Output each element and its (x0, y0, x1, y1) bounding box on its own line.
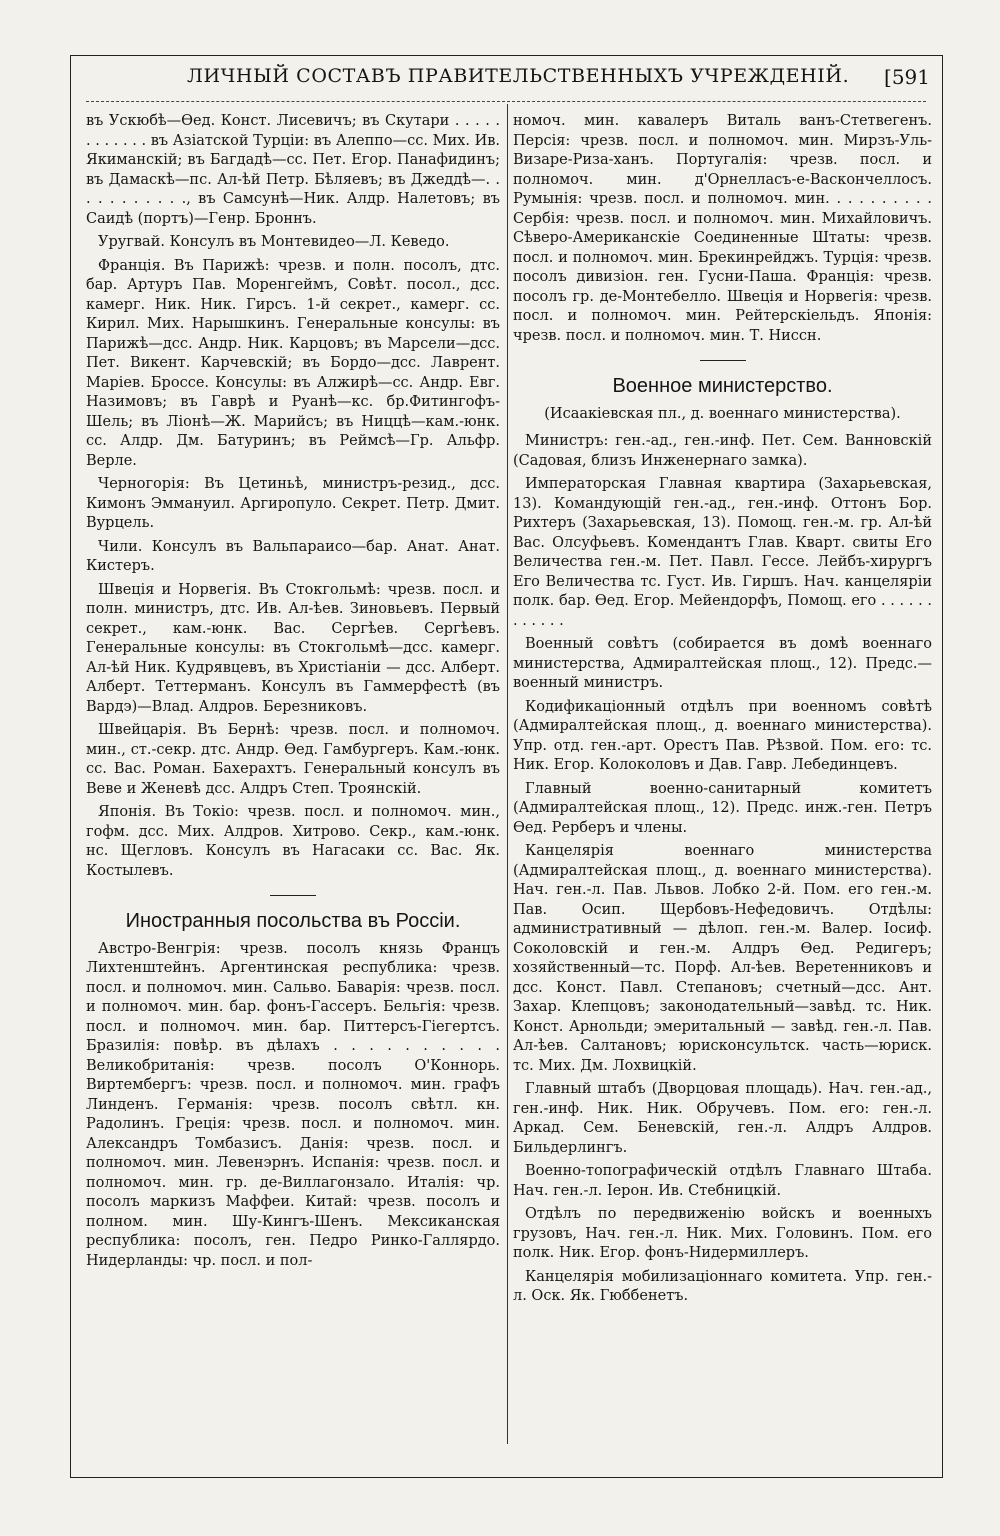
paragraph: Канцелярія военнаго министерства (Адмиралтейская площ., д. военнаго министерства). Нач. ген.-л. Пав. Львов. Лобко 2-й. Пом. его ген.-м. Пав. Осип. Щербовъ-Нефедовичъ. Отдѣлы: административный — дѣлоп. ген.-м. Валер. Іосиф. Соколовскій и ген.-м. Алдръ Өед. Редигеръ; хозяйственный—тс. Порф. Ал-ѣев. Веретенниковъ и дсс. Конст. Павл. Степановъ; счетный—дсс. Ант. Захар. Клепцовъ; законодательный—завѣд. тс. Ник. Конст. Арнольди; эмеритальный — завѣд. ген.-л. Пав. Ал-ѣев. Салтановъ; юрисконсультск. часть—юриск. тс. Мих. Дм. Лохвицкій. (513, 843, 932, 1074)
paragraph: Австро-Венгрія: чрезв. посолъ князь Францъ Лихтенштейнъ. Аргентинская республика: чрезв. посл. и полномоч. мин. Сальво. Баварія: чрезв. посл. и полномоч. мин. бар. фонъ-Гассеръ. Бельгія: чрезв. посл. и полномоч. мин. бар. Питтерсъ-Гіегертсъ. Бразилія: повѣр. въ дѣлахъ . . . . . . . . . . Великобританія: чрезв. посолъ О'Коннорь. Виртембергъ: чрезв. посл. и полномоч. мин. графъ Линденъ. Германія: чрезв. посолъ свѣтл. кн. Радолинъ. Греція: чрезв. посл. и полномоч. мин. Александръ Томбазисъ. Данія: чрезв. посл. и полномоч. мин. Левенэрнъ. Испанія: чрезв. посл. и полномоч. мин. гр. де-Виллагонзало. Италія: чр. посолъ маркизъ Маффеи. Китай: чрезв. посолъ и полном. мин. Шу-Кингъ-Шенъ. Мексиканская республика: посолъ, ген. Педро Ринко-Галлярдо. Нидерланды: чр. посл. и пол- (86, 940, 500, 1269)
paragraph: Министръ: ген.-ад., ген.-инф. Пет. Сем. Ванновскій (Садовая, близъ Инженернаго замка). (513, 433, 932, 469)
paragraph: Франція. Въ Парижѣ: чрезв. и полн. посолъ, дтс. бар. Артуръ Пав. Моренгеймъ, Совѣт. посол., дсс. камерг. Ник. Ник. Гирсъ. 1-й секрет., камерг. сс. Кирил. Мих. Нарышкинъ. Генеральные консулы: въ Парижѣ—дсс. Андр. Ник. Карцовъ; въ Марсели—дсс. Пет. Викент. Карчевскій; въ Бордо—дсс. Лаврент. Маріев. Броссе. Консулы: въ Алжирѣ—сс. Андр. Евг. Назимовъ; въ Гаврѣ и Руанѣ—кс. бр.Фитингофъ-Шель; въ Ліонѣ—Ж. Марийсъ; въ Ниццѣ—кам.-юнк. сс. Алдр. Дм. Батуринъ; въ Реймсѣ—Гр. Альфр. Верле. (86, 257, 500, 469)
paragraph: Чили. Консулъ въ Вальпараисо—бар. Анат. Анат. Кистеръ. (86, 538, 500, 574)
paragraph: номоч. мин. кавалеръ Виталь ванъ-Стетвегенъ. Персія: чрезв. посл. и полномоч. мин. Мирзъ-Уль-Визаре-Риза-ханъ. Португалія: чрезв. посл. и полномоч. мин. д'Орнелласъ-е-Васкончеллосъ. Румынія: чрезв. посл. и полномоч. мин. . . . . . . . . . Сербія: чрезв. посл. и полномоч. мин. Михайловичъ. Сѣверо-Американскіе Соединенные Штаты: чрезв. посл. и полномоч. мин. Брекинрейджъ. Турція: чрезв. посолъ дивизіон. ген. Гусни-Паша. Франція: чрезв. посолъ гр. де-Монтебелло. Швеція и Норвегія: чрезв. посл. и полномоч. мин. Рейтерскіельдъ. Японія: чрезв. посл. и полномоч. мин. Т. Ниссн. (513, 113, 932, 344)
paragraph: Императорская Главная квартира (Захарьевская, 13). Командующій ген.-ад., ген.-инф. Оттонъ Бор. Рихтеръ (Захарьевская, 13). Помощ. ген.-м. гр. Ал-ѣй Вас. Олсуфьевъ. Комендантъ Глав. Кварт. свиты Его Величества ген.-м. Пет. Павл. Гессе. Лейбъ-хирургъ Его Величества тс. Густ. Ив. Гиршъ. Нач. канцеляріи полк. бар. Өед. Егор. Мейендорфъ, Помощ. его . . . . . . . . . . . . (513, 476, 932, 629)
header-rule (86, 101, 926, 102)
section-rule (270, 895, 316, 896)
paragraph: Главный штабъ (Дворцовая площадь). Нач. ген.-ад., ген.-инф. Ник. Ник. Обручевъ. Пом. его: ген.-л. Аркад. Сем. Беневскій, ген.-л. Алдръ Алдров. Бильдерлингъ. (513, 1081, 932, 1156)
paragraph: Военно-топографическій отдѣлъ Главнаго Штаба. Нач. ген.-л. Іерон. Ив. Стебницкій. (513, 1163, 932, 1199)
running-title: ЛИЧНЫЙ СОСТАВЪ ПРАВИТЕЛЬСТВЕННЫХЪ УЧРЕЖДЕНІЙ. (187, 65, 850, 87)
section-rule (700, 360, 746, 361)
paragraph: Отдѣлъ по передвиженію войскъ и военныхъ грузовъ, Нач. ген.-л. Ник. Мих. Головинъ. Пом. его полк. Ник. Егор. фонъ-Нидермиллеръ. (513, 1206, 932, 1261)
paragraph: Главный военно-санитарный комитетъ (Адмиралтейская площ., 12). Предс. инж.-ген. Петръ Өед. Рерберъ и члены. (513, 780, 932, 836)
paragraph: Канцелярія мобилизаціоннаго комитета. Упр. ген.-л. Оск. Як. Гюббенетъ. (513, 1268, 932, 1304)
page-header (72, 63, 942, 101)
paragraph: Швейцарія. Въ Бернѣ: чрезв. посл. и полномоч. мин., ст.-секр. дтс. Андр. Өед. Гамбургеръ. Кам.-юнк. сс. Вас. Роман. Бахерахтъ. Генеральный консулъ въ Веве и Женевѣ дсс. Алдръ Степ. Троянскій. (86, 722, 500, 797)
section-title: Военное министерство. (612, 375, 833, 397)
page-number: [591 (884, 65, 930, 89)
section-subnote: (Исаакіевская пл., д. военнаго министерства). (544, 405, 901, 422)
paragraph: Военный совѣтъ (собирается въ домѣ военнаго министерства, Адмиралтейская площ., 12). Предс.—военный министръ. (513, 636, 932, 691)
section-title: Иностранныя посольства въ Россіи. (125, 910, 461, 932)
right-column (513, 112, 932, 1311)
paragraph: Японія. Въ Токіо: чрезв. посл. и полномоч. мин., гофм. дсс. Мих. Алдров. Хитрово. Секр., кам.-юнк. нс. Щегловъ. Консулъ въ Нагасаки сс. Вас. Як. Костылевъ. (86, 804, 500, 879)
paragraph: Уругвай. Консулъ въ Монтевидео—Л. Кеведо. (98, 234, 450, 250)
paragraph: Черногорія: Въ Цетиньѣ, министръ-резид., дсс. Кимонъ Эммануил. Аргиропуло. Секрет. Петр. Дмит. Вурцель. (86, 476, 500, 531)
column-divider (507, 104, 508, 1444)
paragraph: Швеція и Норвегія. Въ Стокгольмѣ: чрезв. посл. и полн. министръ, дтс. Ив. Ал-ѣев. Зиновьевъ. Первый секрет., кам.-юнк. Вас. Сергѣев. Сергѣевъ. Генеральные консулы: въ Стокгольмѣ—дсс. камерг. Ал-ѣй Ник. Кудрявцевъ, въ Христіаніи — дсс. Алберт. Алберт. Теттерманъ. Консулъ въ Гаммерфестѣ (въ Вардэ)—Влад. Алдров. Березниковъ. (86, 581, 500, 715)
left-column (86, 112, 500, 1275)
paragraph: въ Ускюбѣ—Өед. Конст. Лисевичъ; въ Скутари . . . . . . . . . . . . въ Азіатской Турціи: въ Алеппо—сс. Мих. Ив. Якиманскій; въ Багдадѣ—сс. Пет. Егор. Панафидинъ; въ Дамаскѣ—пс. Ал-ѣй Петр. Бѣляевъ; въ Джеддѣ—. . . . . . . . . . ., въ Самсунѣ—Ник. Алдр. Налетовъ; въ Саидѣ (портъ)—Генр. Броннъ. (86, 113, 500, 227)
paragraph: Кодификаціонный отдѣлъ при военномъ совѣтѣ (Адмиралтейская площ., д. военнаго министерства). Упр. отд. ген.-арт. Орестъ Пав. Рѣзвой. Пом. его: тс. Ник. Егор. Колоколовъ и Дав. Гавр. Лебединцевъ. (513, 698, 932, 773)
